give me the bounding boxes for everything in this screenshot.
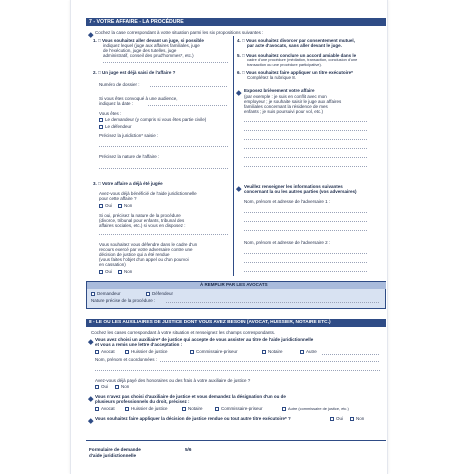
honoraires-label: Avez-vous déjà payé des honoraires ou des frais à votre auxiliaire de justice ? [95,378,251,383]
q5-title: 5. □ Vous souhaitez conclure un accord amiable dans le [237,53,357,58]
q6-line-1: Complétez la rubrique 8. [247,75,297,80]
section-8-header: 8 - LE OU LES AUXILIAIRES DE JUSTICE DONT VOUS AVEZ BESOIN (AVOCAT, HUISSIER, NOTAIRE ETC.) [86,319,386,327]
expose-line-4: enfants ; je suis poursuivi pour vol, etc.) [244,109,324,114]
column-divider [233,36,234,276]
q2-defendeur-checkbox[interactable] [99,125,103,129]
choice-avocat-label: Avocat [101,349,115,354]
q3-precisez-line[interactable] [99,234,228,235]
adverse-1-line[interactable] [244,212,368,213]
q2-juridiction-line[interactable] [99,146,228,147]
honoraires-oui-checkbox[interactable] [95,385,99,389]
q2-dossier-line[interactable] [150,86,228,87]
footer-title-line-2: d'aide juridictionnelle [89,453,137,458]
expose-answer-line[interactable] [244,139,368,140]
section-7-intro: Cochez la case correspondant à votre situation parmi les six propositions suivantes : [95,30,264,35]
expose-answer-line[interactable] [244,130,368,131]
choice-commissaire-label: Commissaire-priseur [196,349,238,354]
choice-autre-label: Autre [306,349,317,354]
expose-line-2: employeur ; je souhaite saisir le juge aux affaires [244,99,342,104]
q2-audience-2: indiquez la date : [99,101,134,106]
adverse-2-line[interactable] [244,253,368,254]
choisi-line-1: Vous avez choisi un auxiliaire* de justice qui accepte de vous assister au titre de l'aide juridictionnelle [95,337,314,342]
q3-benef-2: pour cette affaire ? [99,196,137,201]
q4-line-1: par acte d'avocats, sans aller devant le juge. [247,43,342,48]
pas-notaire-label: Notaire [188,406,203,411]
q3-recours-non-label: Non [124,269,133,274]
adverse-2-line[interactable] [244,271,368,272]
q4-title: 4. □ Vous souhaitez divorcer par consentement mutuel, [237,38,355,43]
q3-recours-2: recours exercé par votre adversaire contre une [99,247,193,252]
honoraires-oui-label: Oui [101,384,109,389]
adverse-1-line[interactable] [244,221,368,222]
expose-answer-line[interactable] [244,157,368,158]
q6-title: 6. □ Vous souhaitez faire appliquer un titre exécutoire* [237,70,353,75]
lawyers-demandeur-label: Demandeur [97,291,121,296]
q1-line-3: administratif, conseil des prud'hommes*, etc.) [103,53,194,58]
q2-demandeur-label: Le demandeur (y compris si vous êtes partie civile) [105,117,207,122]
choice-notaire-label: Notaire [268,349,283,354]
lawyers-demandeur-checkbox[interactable] [91,292,95,296]
lawyers-box-title: À REMPLIR PAR LES AVOCATS [200,282,268,287]
q2-audience-line[interactable] [148,105,228,106]
choice-huissier-label: Huissier de justice [131,349,168,354]
q3-recours-3: décision de justice qui a été rendue [99,252,170,257]
q3-precisez-3: affaires sociales, etc.) si vous en disposez : [99,223,186,228]
expose-line-1: (par exemple : je suis en conflit avec mon [244,94,327,99]
adverse-1-line[interactable] [244,230,368,231]
nom-prenom-label: Nom, prénom et coordonnées : [95,357,158,362]
choice-avocat-checkbox[interactable] [95,350,99,354]
q2-title: 2. □ Un juge est déjà saisi de l'affaire ? [93,70,176,75]
q3-recours-oui-label: Oui [105,269,113,274]
titre-exec-oui-label: Oui [336,416,344,421]
pas-commissaire-label: Commissaire-priseur [221,406,263,411]
q3-non-checkbox[interactable] [118,204,122,208]
adverse-2-line[interactable] [244,262,368,263]
q3-oui-checkbox[interactable] [99,204,103,208]
titre-exec-non-label: Non [356,416,365,421]
q3-recours-5: en cassation) [99,262,126,267]
q2-nature-label: Précisez la nature de l'affaire : [99,154,160,159]
q2-audience-1: Si vous êtes convoqué à une audience, [99,96,178,101]
pas-avocat-checkbox[interactable] [95,407,99,411]
section-8-intro: Cochez les cases correspondant à votre situation et renseignez les champs correspondants. [91,330,276,335]
choice-autre-checkbox[interactable] [300,350,304,354]
footer-title-line-1: Formulaire de demande [89,447,141,452]
pas-autre-checkbox[interactable] [282,407,286,411]
q3-benef-1: Avez-vous déjà bénéficié de l'aide juridictionnelle [99,191,197,196]
pas-huissier-label: Huissier de justice [131,406,168,411]
lawyers-defendeur-label: Défendeur [152,291,174,296]
q1-answer-line[interactable] [103,62,229,63]
q3-oui-label: Oui [105,203,113,208]
q3-precisez-1: Si oui, précisez la nature de la procédure [99,213,181,218]
q3-precisez-2: (divorce, tribunal pour enfants, tribunal des [99,218,185,223]
q1-line-1: indiquez lequel (juge aux affaires familiales, juge [103,43,200,48]
q1-title: 1. □ Vous souhaitez aller devant un juge, si possible [93,38,204,43]
q5-line-2: transaction ou une procédure participative). [247,62,322,67]
q3-recours-4: (vous faites l'objet d'un appel ou d'un pourvoi [99,257,189,262]
choice-huissier-checkbox[interactable] [125,350,129,354]
pas-notaire-checkbox[interactable] [182,407,186,411]
pas-choisi-line-2: plusieurs professionnels du droit, précisez : [95,399,190,404]
honoraires-non-checkbox[interactable] [115,385,119,389]
expose-line-3: familiales concernant la résidence de mes [244,104,328,109]
pas-avocat-label: Avocat [101,406,115,411]
q3-recours-non-checkbox[interactable] [118,270,122,274]
choisi-line-2: et vous a remis une lettre d'acceptation : [95,342,183,347]
q2-nature-line[interactable] [99,168,228,169]
lawyers-defendeur-checkbox[interactable] [146,292,150,296]
q2-dossier-label: Numéro de dossier : [99,82,140,87]
adverse-name-2-label: Nom, prénom et adresse de l'adversaire 2 : [244,240,331,245]
q3-non-label: Non [124,203,133,208]
page-number: 5/6 [185,447,192,452]
choice-commissaire-checkbox[interactable] [190,350,194,354]
q2-defendeur-label: Le défendeur [105,124,132,129]
adverse-title: Veuillez renseigner les informations suivantes [244,184,343,189]
lawyers-nature-line[interactable] [166,302,380,303]
pas-huissier-checkbox[interactable] [125,407,129,411]
footer-separator [86,440,386,441]
nom-prenom-line[interactable] [160,361,380,362]
titre-exec-non-checkbox[interactable] [350,417,354,421]
q3-recours-oui-checkbox[interactable] [99,270,103,274]
q2-vous-etes: Vous êtes : [99,111,122,116]
q3-recours-1: Vous souhaitez vous défendre dans le cadre d'un [99,242,198,247]
choice-notaire-checkbox[interactable] [262,350,266,354]
expose-answer-line[interactable] [244,121,368,122]
q2-juridiction-label: Précisez la juridiction* saisie : [99,133,159,138]
titre-exec-label: Vous souhaitez faire appliquer la décision de justice rendue ou tout autre titre exécutoire* ? [95,416,291,421]
expose-answer-line[interactable] [244,148,368,149]
q5-line-1: cadre d'une procédure (médiation, transaction, conclusion d'une [247,57,358,62]
section-7-header: 7 - VOTRE AFFAIRE - LA PROCÉDURE [86,18,386,26]
lawyers-nature-label: Nature précise de la procédure : [91,298,156,303]
q2-demandeur-checkbox[interactable] [99,118,103,122]
pas-commissaire-checkbox[interactable] [215,407,219,411]
q1-line-2: de l'exécution, juge des tutelles, juge [103,48,177,53]
pas-choisi-line-1: Vous n'avez pas choisi d'auxiliaire de justice et vous demandez la désignation d'un ou de [95,394,286,399]
expose-title: Exposez brièvement votre affaire [244,88,315,93]
adverse-line-1: concernant la ou les autres parties (vos adversaires) [244,189,357,194]
nom-prenom-line-2[interactable] [95,370,380,371]
q3-title: 3. □ Votre affaire a déjà été jugée [93,181,163,186]
expose-answer-line[interactable] [244,166,368,167]
titre-exec-oui-checkbox[interactable] [330,417,334,421]
honoraires-non-label: Non [121,384,130,389]
pas-autre-label: Autre (commissaire de justice, etc.) [288,405,349,411]
adverse-name-1-label: Nom, prénom et adresse de l'adversaire 1 : [244,199,331,204]
choice-autre-line[interactable] [322,354,380,355]
